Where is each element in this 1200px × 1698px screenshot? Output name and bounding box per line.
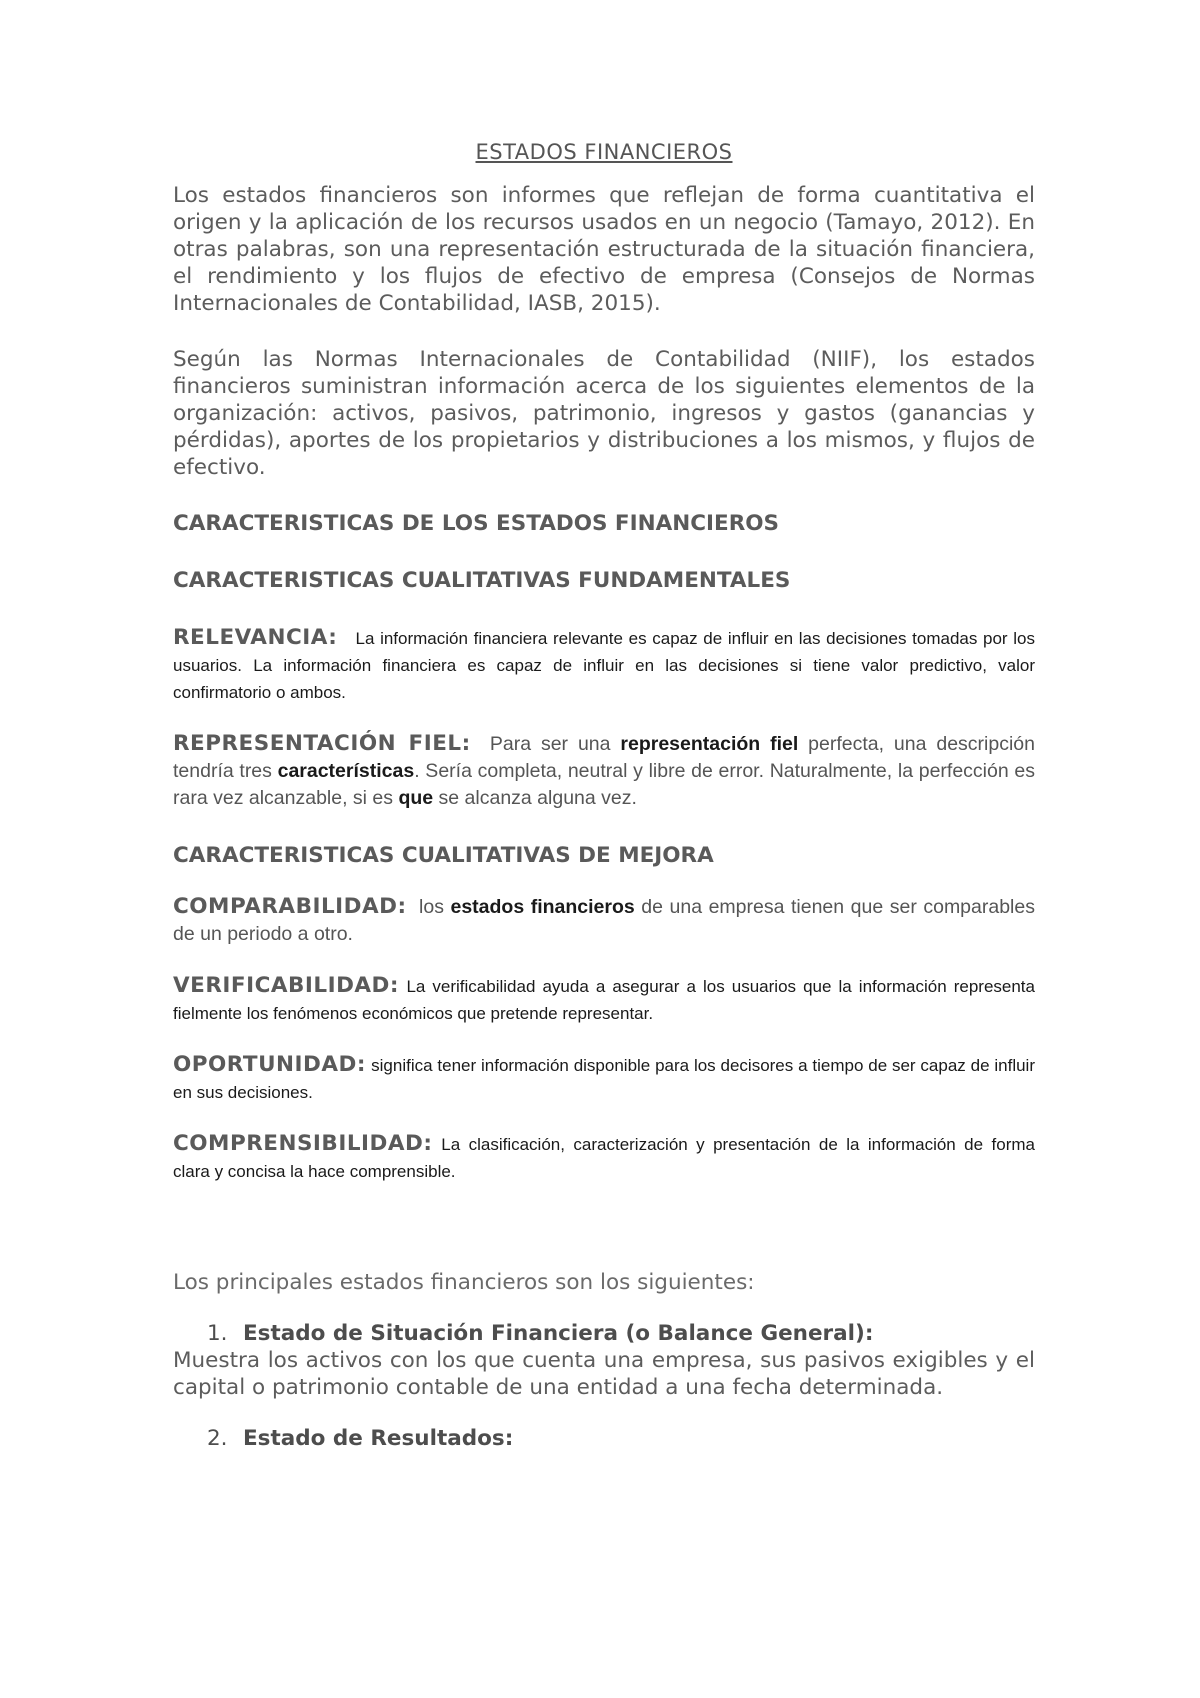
intro-paragraph: Los estados financieros son informes que reflejan de forma cuantitativa el origen y la aplicación de los recursos usados en un negocio (Tamayo, 2012). En otras palabras, son una representación estructurada de la situación financiera, el rendimiento y los flujos de efectivo de empresa (Consejos de Normas Internacionales de Contabilidad, IASB, 2015).: [173, 183, 1035, 316]
list-title: Estado de Situación Financiera (o Balance General):: [243, 1321, 874, 1346]
principales-intro: Los principales estados financieros son los siguientes:: [173, 1270, 755, 1295]
verificabilidad-term: VERIFICABILIDAD:: [173, 973, 400, 998]
comprensibilidad-term: COMPRENSIBILIDAD:: [173, 1131, 433, 1156]
representacion-paragraph: [173, 730, 1035, 812]
niif-paragraph: Según las Normas Internacionales de Contabilidad (NIIF), los estados financieros suministran información acerca de los siguientes elementos de la organización: activos, pasivos, patrimonio, ingresos y gastos (ganancias y pérdidas), aportes de los propietarios y distribuciones a los mismos, y flujos de efectivo.: [173, 347, 1035, 480]
relevancia-term: RELEVANCIA:: [173, 625, 338, 650]
comparabilidad-paragraph: [173, 893, 1035, 948]
oportunidad-paragraph: [173, 1051, 1035, 1106]
representacion-text: Para ser una representación fiel perfecta, una descripción tendría tres características. Sería completa, neutral y libre de error. Naturalmente, la perfección es rara vez alcanzable, si es que se alcanza alguna vez.: [173, 733, 1035, 809]
list-item: [173, 1320, 1035, 1347]
list-number: 2.: [207, 1426, 228, 1451]
comprensibilidad-text: La clasificación, caracterización y presentación de la información de forma clara y concisa la hace comprensible.: [173, 1135, 1035, 1181]
representacion-term: REPRESENTACIÓN FIEL:: [173, 731, 471, 756]
list-title: Estado de Resultados:: [243, 1426, 514, 1451]
list-number: 1.: [207, 1321, 228, 1346]
heading-fundamentales: CARACTERISTICAS CUALITATIVAS FUNDAMENTALES: [173, 568, 791, 593]
relevancia-text: La información financiera relevante es capaz de influir en las decisiones tomadas por los usuarios. La información financiera es capaz de influir en las decisiones si tiene valor predictivo, valor confirmatorio o ambos.: [173, 629, 1035, 702]
comparabilidad-text: los estados financieros de una empresa tienen que ser comparables de un periodo a otro.: [173, 896, 1035, 945]
verificabilidad-text: La verificabilidad ayuda a asegurar a los usuarios que la información representa fielmente los fenómenos económicos que pretende representar.: [173, 977, 1035, 1023]
list-description: Muestra los activos con los que cuenta una empresa, sus pasivos exigibles y el capital o patrimonio contable de una entidad a una fecha determinada.: [173, 1348, 1035, 1400]
relevancia-paragraph: [173, 624, 1035, 706]
oportunidad-text: significa tener información disponible para los decisores a tiempo de ser capaz de influir en sus decisiones.: [173, 1056, 1035, 1102]
comprensibilidad-paragraph: [173, 1130, 1035, 1185]
heading-caracteristicas: CARACTERISTICAS DE LOS ESTADOS FINANCIEROS: [173, 511, 780, 536]
verificabilidad-paragraph: [173, 972, 1035, 1027]
document-title: ESTADOS FINANCIEROS: [475, 140, 733, 164]
oportunidad-term: OPORTUNIDAD:: [173, 1052, 366, 1077]
comparabilidad-term: COMPARABILIDAD:: [173, 894, 407, 919]
list-item: [173, 1425, 1035, 1452]
document-page: [173, 140, 1035, 1452]
heading-mejora: CARACTERISTICAS CUALITATIVAS DE MEJORA: [173, 843, 714, 868]
